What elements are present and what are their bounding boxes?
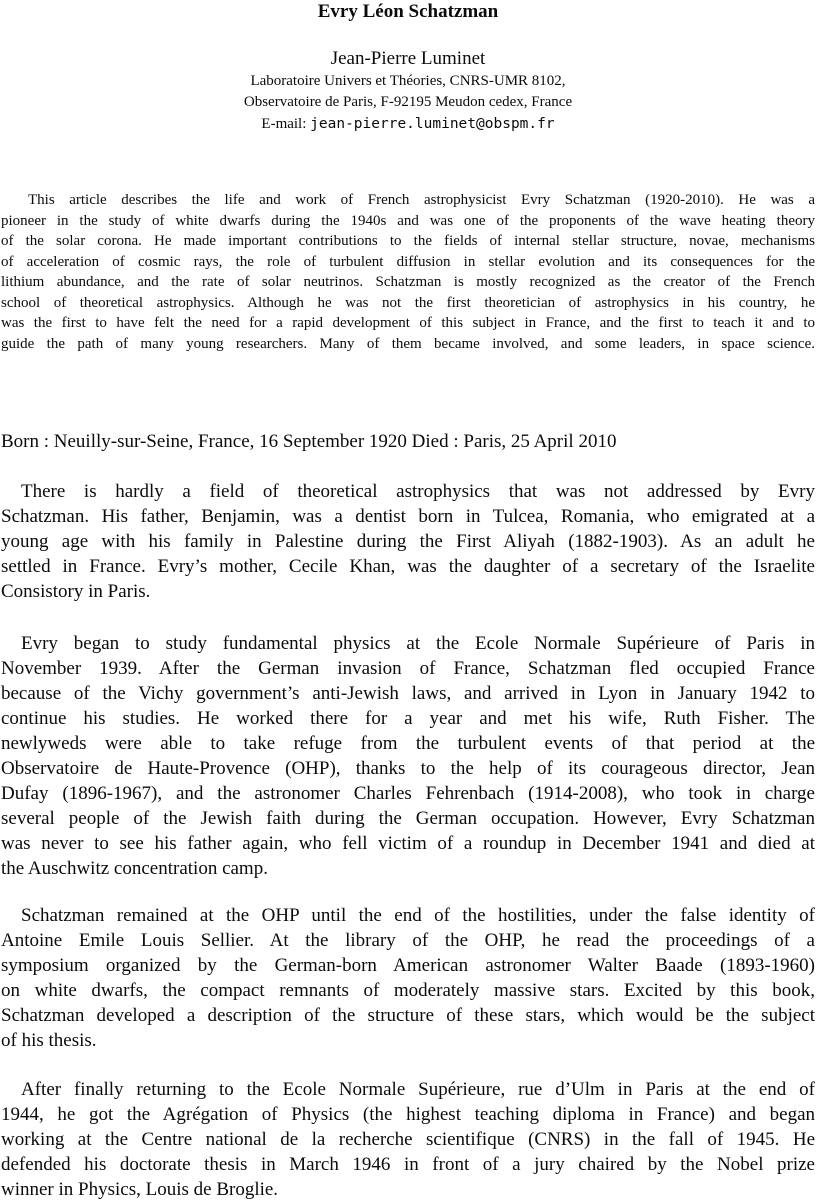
text-line: school of theoretical astrophysics. Although he was not the first theoretician of astrophysics in his country, he xyxy=(1,294,815,311)
text-line: After finally returning to the Ecole Normale Supérieure, rue d’Ulm in Paris at the end of xyxy=(21,1079,815,1100)
biography-paragraph-1 xyxy=(1,479,815,604)
text-line: symposium organized by the German-born American astronomer Walter Baade (1893-1960) xyxy=(1,955,815,976)
text-line: Consistory in Paris. xyxy=(1,581,151,602)
text-line: defended his doctorate thesis in March 1946 in front of a jury chaired by the Nobel prize xyxy=(1,1154,815,1175)
text-line: Dufay (1896-1967), and the astronomer Charles Fehrenbach (1914-2008), who took in charge xyxy=(1,783,815,804)
text-line: Evry began to study fundamental physics at the Ecole Normale Supérieure of Paris in xyxy=(21,633,815,654)
text-line: of the solar corona. He made important contributions to the fields of internal stellar structure, novae, mechanisms xyxy=(1,233,815,249)
text-line: young age with his family in Palestine during the First Aliyah (1882-1903). As an adult he xyxy=(1,531,815,552)
text-line: several people of the Jewish faith during the German occupation. However, Evry Schatzman xyxy=(1,808,815,829)
biography-paragraph-3 xyxy=(1,903,815,1053)
text-line: of his thesis. xyxy=(1,1030,97,1051)
biography-paragraph-2 xyxy=(1,631,815,881)
text-line: of acceleration of cosmic rays, the role of turbulent diffusion in stellar evolution and its consequences for the xyxy=(1,253,815,270)
affiliation-line-2: Observatoire de Paris, F-92195 Meudon cedex, France xyxy=(243,94,573,110)
text-line: November 1939. After the German invasion of France, Schatzman fled occupied France xyxy=(1,658,815,679)
text-line: pioneer in the study of white dwarfs during the 1940s and was one of the proponents of the wave heating theory xyxy=(1,212,815,229)
text-line: the Auschwitz concentration camp. xyxy=(1,858,268,879)
affiliation-line-1: Laboratoire Univers et Théories, CNRS-UMR 8102, xyxy=(250,73,566,89)
text-line: newlyweds were able to take refuge from the turbulent events of that period at the xyxy=(1,733,815,754)
text-line: guide the path of many young researchers. Many of them became involved, and some leaders, in space science. xyxy=(1,335,815,352)
text-line: 1944, he got the Agrégation of Physics (the highest teaching diploma in France) and began xyxy=(1,1104,815,1125)
text-line: on white dwarfs, the compact remnants of moderately massive stars. Excited by this book, xyxy=(1,980,815,1001)
author-name: Jean-Pierre Luminet xyxy=(330,48,486,69)
text-line: working at the Centre national de la recherche scientifique (CNRS) in the fall of 1945. He xyxy=(1,1129,815,1150)
email-line xyxy=(1,113,815,135)
paper-title: Evry Léon Schatzman xyxy=(317,1,499,22)
text-line: settled in France. Evry’s mother, Cecile Khan, was the daughter of a secretary of the Israelite xyxy=(1,556,815,577)
text-line: Observatoire de Haute-Provence (OHP), thanks to the help of its courageous director, Jean xyxy=(1,758,815,779)
born-died-line: Born : Neuilly-sur-Seine, France, 16 September 1920 Died : Paris, 25 April 2010 xyxy=(1,431,617,452)
text-line: because of the Vichy government’s anti-Jewish laws, and arrived in Lyon in January 1942 to xyxy=(1,683,815,704)
text-line: Schatzman developed a description of the structure of these stars, which would be the subject xyxy=(1,1005,815,1026)
text-line: Schatzman remained at the OHP until the end of the hostilities, under the false identity of xyxy=(21,905,815,926)
email-address: jean-pierre.luminet@obspm.fr xyxy=(310,116,555,132)
biography-paragraph-4 xyxy=(1,1077,815,1200)
abstract xyxy=(1,190,815,354)
text-line: lithium abundance, and the rate of solar neutrinos. Schatzman is mostly recognized as the creator of the French xyxy=(1,274,815,290)
text-line: was the first to have felt the need for a rapid development of this subject in France, and the first to teach it and to xyxy=(1,315,815,331)
text-line: Antoine Emile Louis Sellier. At the library of the OHP, he read the proceedings of a xyxy=(1,930,815,951)
email-label: E-mail: xyxy=(261,116,307,132)
text-line: was never to see his father again, who fell victim of a roundup in December 1941 and died at xyxy=(1,833,815,854)
text-line: There is hardly a field of theoretical astrophysics that was not addressed by Evry xyxy=(21,481,815,502)
text-line: continue his studies. He worked there for a year and met his wife, Ruth Fisher. The xyxy=(1,708,815,729)
text-line: Schatzman. His father, Benjamin, was a dentist born in Tulcea, Romania, who emigrated at a xyxy=(1,506,815,527)
text-line: winner in Physics, Louis de Broglie. xyxy=(1,1179,279,1200)
text-line: This article describes the life and work of French astrophysicist Evry Schatzman (1920-2010). He was a xyxy=(28,192,815,208)
